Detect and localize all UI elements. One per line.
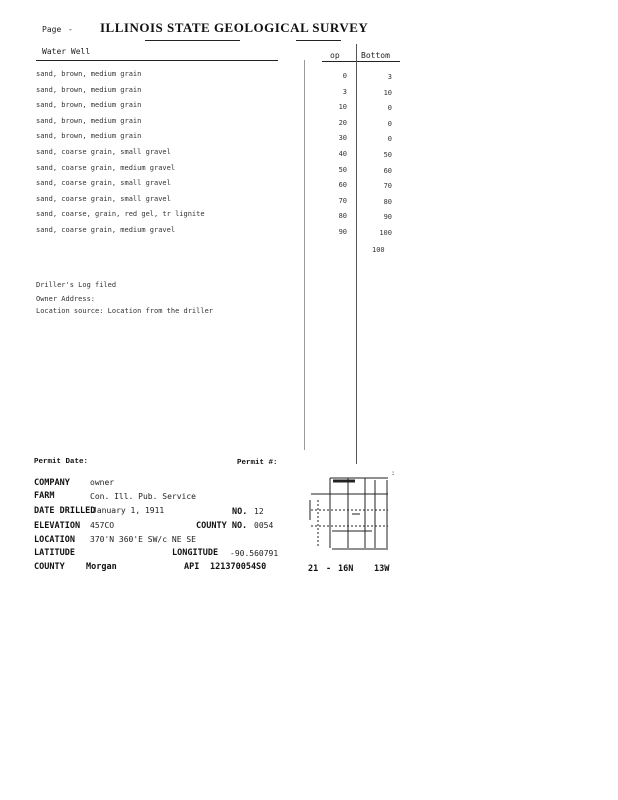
- county-value: Morgan: [86, 562, 117, 572]
- longitude-value: -90.560791: [230, 549, 279, 558]
- well-type: Water Well: [42, 47, 91, 56]
- stratum-top: 10: [338, 103, 347, 112]
- owner-address: Owner Address:: [36, 295, 96, 303]
- stratum-description: sand, coarse grain, medium gravel: [36, 226, 176, 234]
- stratum-bottom: 70: [383, 182, 392, 191]
- page-title: ILLINOIS STATE GEOLOGICAL SURVEY: [100, 20, 369, 35]
- stratum-top: 20: [338, 118, 347, 127]
- stratum-description: sand, coarse grain, medium gravel: [36, 163, 176, 172]
- col-bottom-header: Bottom: [361, 51, 390, 60]
- date-drilled-value: January 1, 1911: [92, 506, 165, 515]
- stratum-bottom: 0: [387, 104, 392, 113]
- api-label: API: [184, 562, 200, 572]
- stratum-description: sand, coarse, grain, red gel, tr lignite: [36, 210, 205, 219]
- stratum-description: sand, brown, medium grain: [36, 101, 142, 110]
- county-no-value: 0054: [254, 521, 274, 530]
- county-no-label: COUNTY NO.: [196, 521, 248, 531]
- title-underline-left: [145, 40, 240, 41]
- stratum-top: 60: [338, 181, 347, 190]
- stratum-top: 90: [338, 228, 347, 236]
- elevation-label: ELEVATION: [34, 521, 81, 531]
- stratum-bottom: 10: [383, 88, 392, 97]
- page-mark: -: [68, 25, 73, 34]
- drillers-log-note: Driller's Log filed: [36, 281, 117, 289]
- stratum-top: 3: [342, 87, 347, 96]
- elevation-value: 457CO: [90, 521, 115, 530]
- stratum-description: sand, brown, medium grain: [36, 85, 142, 94]
- permit-no-label: Permit #:: [237, 459, 278, 467]
- stratum-bottom: 80: [383, 197, 392, 206]
- column-divider: [356, 44, 357, 464]
- header-rule: [36, 60, 278, 61]
- permit-date-label: Permit Date:: [34, 458, 89, 466]
- stratum-description: sand, brown, medium grain: [36, 132, 142, 141]
- title-underline-right: [296, 40, 341, 41]
- col-top-header: op: [330, 51, 340, 60]
- stratum-bottom: 0: [387, 119, 392, 128]
- column-divider-left: [304, 60, 305, 450]
- stratum-top: 50: [338, 165, 347, 174]
- company-label: COMPANY: [34, 478, 70, 488]
- stratum-bottom: 3: [387, 73, 392, 81]
- latitude-label: LATITUDE: [34, 548, 75, 558]
- page-label: Page: [42, 25, 62, 34]
- stratum-bottom: 100: [379, 229, 392, 237]
- longitude-label: LONGITUDE: [172, 548, 219, 558]
- section-dash: -: [326, 564, 332, 574]
- stratum-bottom: 60: [383, 166, 392, 175]
- stratum-bottom: 90: [383, 213, 392, 222]
- col-header-rule: [322, 61, 400, 62]
- date-drilled-label: DATE DRILLED: [34, 506, 96, 516]
- stratum-description: sand, coarse grain, small gravel: [36, 148, 171, 156]
- township: 16N: [338, 564, 354, 574]
- stratum-description: sand, coarse grain, small gravel: [36, 179, 171, 188]
- stratum-top: 0: [342, 72, 347, 80]
- stratum-top: 30: [338, 134, 347, 143]
- stratum-top: 70: [338, 196, 347, 205]
- company-value: owner: [90, 478, 115, 487]
- stratum-bottom: 0: [387, 135, 392, 144]
- api-value: 121370054S0: [210, 562, 267, 572]
- stratum-description: sand, brown, medium grain: [36, 116, 142, 125]
- stratum-bottom: 50: [383, 151, 392, 159]
- stratum-description: sand, brown, medium grain: [36, 70, 142, 78]
- section-number: 21: [308, 564, 319, 574]
- stray-mark: :: [391, 469, 396, 477]
- location-source: Location source: Location from the driller: [36, 307, 214, 315]
- location-label: LOCATION: [34, 535, 75, 545]
- stratum-description: sand, coarse grain, small gravel: [36, 194, 171, 203]
- total-depth: 100: [372, 246, 385, 254]
- farm-label: FARM: [34, 491, 55, 501]
- county-label: COUNTY: [34, 562, 65, 572]
- well-no-value: 12: [254, 507, 264, 516]
- farm-value: Con. Ill. Pub. Service: [90, 492, 196, 501]
- stratum-top: 80: [338, 212, 347, 221]
- range: 13W: [374, 564, 390, 574]
- stratum-top: 40: [338, 150, 347, 158]
- location-value: 370'N 360'E SW/c NE SE: [90, 535, 196, 544]
- well-no-label: NO.: [232, 507, 248, 517]
